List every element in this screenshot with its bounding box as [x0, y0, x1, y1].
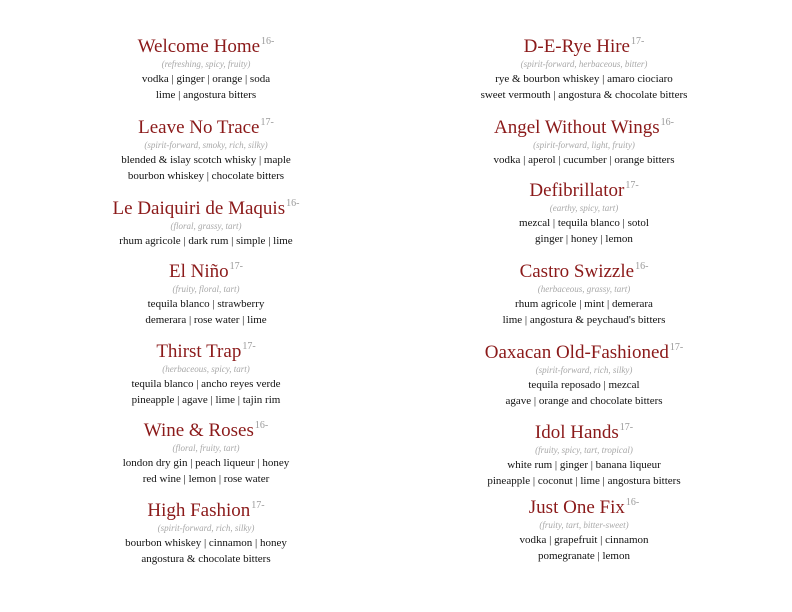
cocktail-ingredients: ginger | honey | lemon — [535, 233, 633, 245]
cocktail-ingredients: blended & islay scotch whisky | maple — [121, 154, 291, 166]
cocktail-ingredients: bourbon whiskey | cinnamon | honey — [125, 537, 287, 549]
cocktail-ingredients: demerara | rose water | lime — [145, 314, 267, 326]
cocktail-item — [434, 180, 734, 247]
cocktail-item — [56, 500, 356, 567]
cocktail-descriptors: (fruity, floral, tart) — [172, 284, 240, 294]
cocktail-item — [434, 36, 734, 103]
cocktail-descriptors: (spirit-forward, rich, silky) — [157, 523, 255, 533]
cocktail-item — [56, 420, 356, 487]
cocktail-descriptors: (spirit-forward, smoky, rich, silky) — [144, 140, 268, 150]
cocktail-name: Thirst Trap$^{17-}$ — [156, 341, 256, 362]
cocktail-item — [434, 422, 734, 489]
cocktail-price: 17- — [251, 500, 265, 511]
cocktail-name: D-E-Rye Hire$^{17-}$ — [523, 36, 645, 57]
cocktail-name: Oaxacan Old-Fashioned$^{17-}$ — [484, 342, 684, 363]
cocktail-descriptors: (floral, grassy, tart) — [170, 221, 242, 231]
cocktail-ingredients: vodka | ginger | orange | soda — [141, 73, 271, 85]
cocktail-name: Le Daiquiri de Maquis$^{16-}$ — [112, 198, 300, 219]
cocktail-name: Angel Without Wings$^{16-}$ — [494, 117, 674, 138]
cocktail-ingredients: tequila blanco | strawberry — [147, 298, 265, 310]
cocktail-price: 17- — [669, 342, 684, 353]
cocktail-price: 17- — [619, 422, 634, 433]
cocktail-name: Just One Fix$^{16-}$ — [528, 497, 640, 518]
cocktail-ingredients: tequila reposado | mezcal — [528, 379, 640, 391]
cocktail-descriptors: (spirit-forward, light, fruity) — [533, 140, 635, 150]
cocktail-descriptors: (spirit-forward, herbaceous, bitter) — [520, 59, 648, 69]
cocktail-ingredients: vodka | aperol | cucumber | orange bitters — [493, 154, 675, 166]
cocktail-item — [56, 117, 356, 184]
cocktail-item — [434, 261, 734, 328]
cocktail-price: 16- — [660, 117, 674, 128]
cocktail-item — [56, 261, 356, 328]
cocktail-name: Leave No Trace$^{17-}$ — [138, 117, 274, 138]
cocktail-price: 17- — [260, 117, 274, 128]
cocktail-price: 17- — [631, 36, 645, 47]
cocktail-item — [434, 117, 734, 168]
cocktail-ingredients: london dry gin | peach liqueur | honey — [122, 457, 290, 469]
cocktail-ingredients: pomegranate | lemon — [537, 550, 630, 562]
cocktail-name: Welcome Home$^{16-}$ — [137, 36, 275, 57]
cocktail-ingredients: vodka | grapefruit | cinnamon — [519, 534, 649, 546]
cocktail-descriptors: (refreshing, spicy, fruity) — [161, 59, 251, 69]
cocktail-descriptors: (herbaceous, spicy, tart) — [162, 364, 250, 374]
cocktail-ingredients: lime | angostura & peychaud's bitters — [502, 314, 666, 326]
cocktail-ingredients: rye & bourbon whiskey | amaro ciociaro — [495, 73, 673, 85]
cocktail-item — [56, 341, 356, 408]
cocktail-item — [434, 342, 734, 409]
cocktail-descriptors: (herbaceous, grassy, tart) — [537, 284, 631, 294]
cocktail-price: 17- — [242, 341, 256, 352]
cocktail-item — [56, 198, 356, 249]
cocktail-price: 17- — [229, 261, 243, 272]
cocktail-name: High Fashion$^{17-}$ — [147, 500, 265, 521]
cocktail-descriptors: (fruity, tart, bitter-sweet) — [539, 520, 629, 530]
cocktail-ingredients: lime | angostura bitters — [155, 89, 257, 101]
cocktail-ingredients: red wine | lemon | rose water — [142, 473, 270, 485]
cocktail-ingredients: mezcal | tequila blanco | sotol — [519, 217, 649, 229]
cocktail-ingredients: tequila blanco | ancho reyes verde — [131, 378, 281, 390]
cocktail-ingredients: pineapple | agave | lime | tajin rim — [131, 394, 281, 406]
cocktail-ingredients: pineapple | coconut | lime | angostura bitters — [487, 475, 681, 487]
cocktail-price: 17- — [625, 180, 639, 191]
cocktail-item — [434, 497, 734, 564]
cocktail-price: 16- — [625, 497, 640, 508]
cocktail-name: Idol Hands$^{17-}$ — [534, 422, 634, 443]
cocktail-price: 16- — [254, 420, 269, 431]
cocktail-name: Castro Swizzle$^{16-}$ — [519, 261, 649, 282]
cocktail-ingredients: agave | orange and chocolate bitters — [505, 395, 663, 407]
cocktail-price: 16- — [286, 198, 300, 209]
cocktail-descriptors: (spirit-forward, rich, silky) — [535, 365, 633, 375]
cocktail-ingredients: white rum | ginger | banana liqueur — [507, 459, 661, 471]
cocktail-name: Wine & Roses$^{16-}$ — [143, 420, 269, 441]
cocktail-descriptors: (floral, fruity, tart) — [172, 443, 240, 453]
cocktail-name: Defibrillator$^{17-}$ — [529, 180, 639, 201]
cocktail-ingredients: bourbon whiskey | chocolate bitters — [127, 170, 285, 182]
cocktail-ingredients: rhum agricole | dark rum | simple | lime — [119, 235, 293, 247]
cocktail-descriptors: (fruity, spicy, tart, tropical) — [535, 445, 633, 455]
cocktail-price: 16- — [635, 261, 649, 272]
cocktail-ingredients: angostura & chocolate bitters — [141, 553, 271, 565]
cocktail-descriptors: (earthy, spicy, tart) — [549, 203, 619, 213]
cocktail-ingredients: sweet vermouth | angostura & chocolate bitters — [480, 89, 688, 101]
cocktail-item — [56, 36, 356, 103]
cocktail-price: 16- — [261, 36, 275, 47]
cocktail-name: El Niño$^{17-}$ — [169, 261, 243, 282]
cocktail-ingredients: rhum agricole | mint | demerara — [515, 298, 653, 310]
